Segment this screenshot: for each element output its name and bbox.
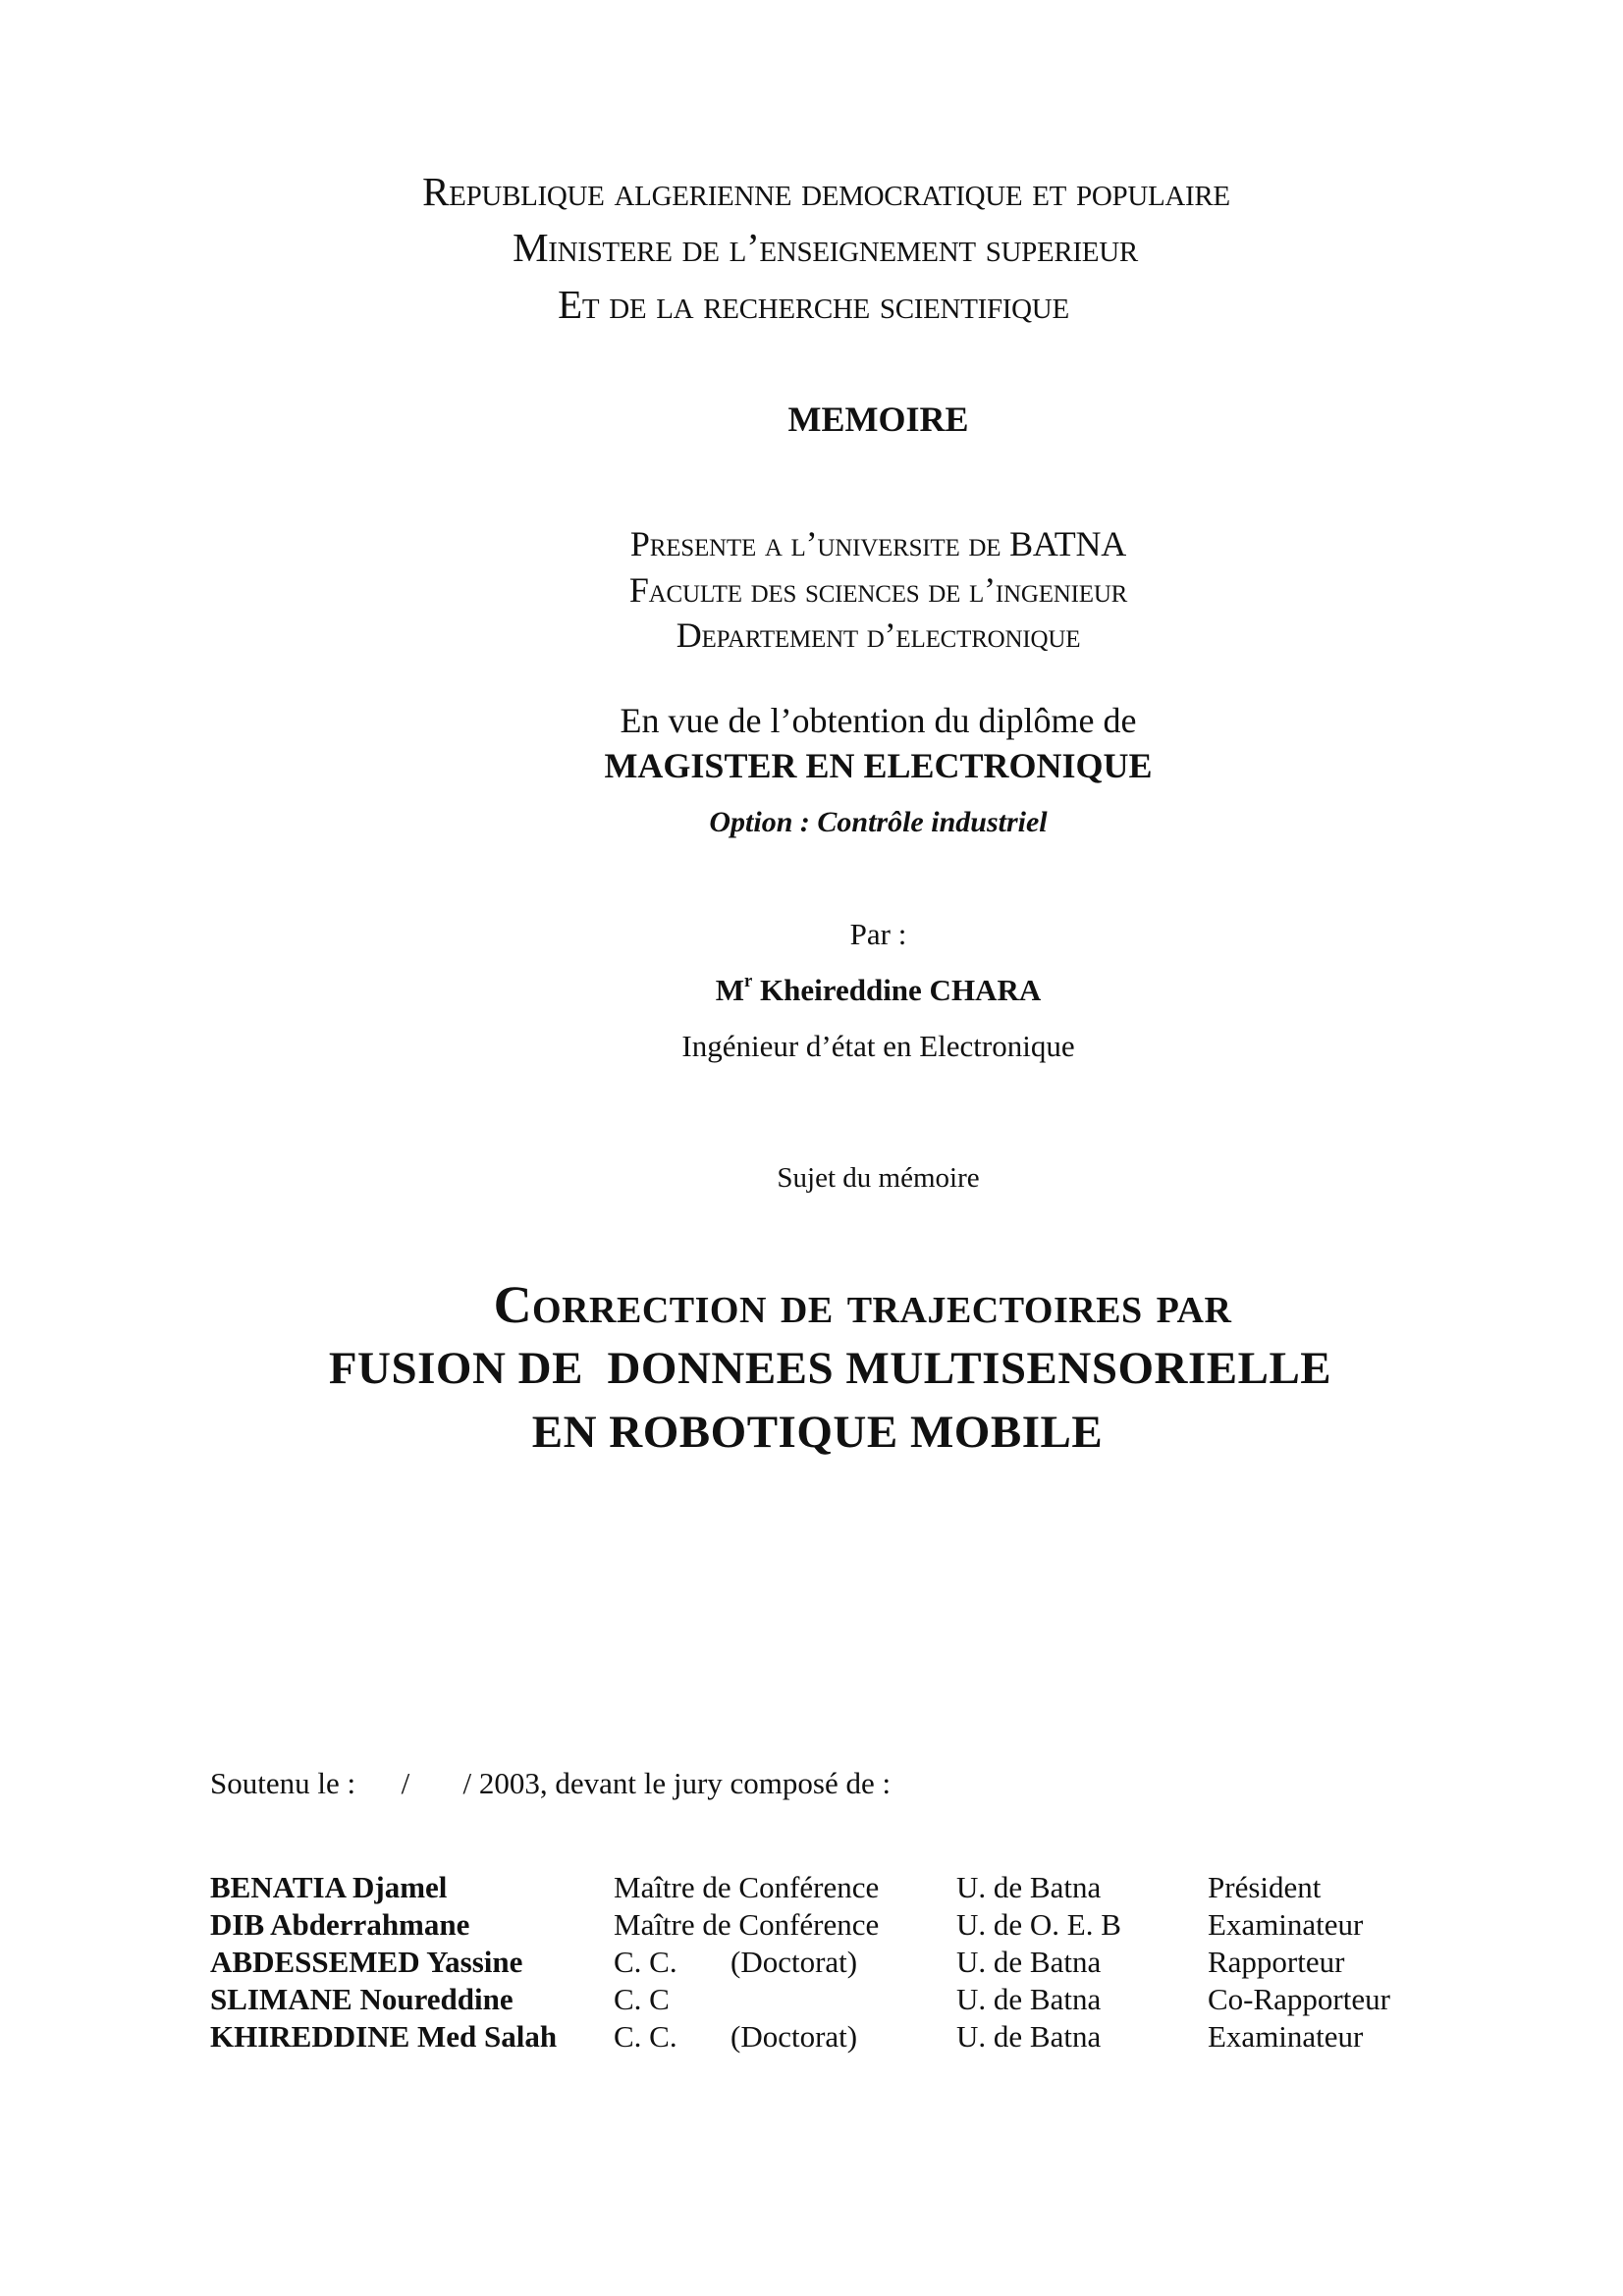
jury-name: SLIMANE Noureddine	[210, 1982, 514, 2016]
author-name: Kheireddine CHARA	[752, 973, 1042, 1007]
institution-university: Presente a l’universite de BATNA	[629, 524, 1127, 563]
diploma-name: MAGISTER EN ELECTRONIQUE	[604, 746, 1153, 785]
header-research: Et de la recherche scientifique	[558, 282, 1069, 327]
jury-role: Examinateur	[1208, 1907, 1364, 1942]
jury-doctorate: (Doctorat)	[730, 1945, 858, 1979]
jury-grade: C. C.	[614, 1945, 677, 1979]
jury-university: U. de Batna	[956, 1870, 1102, 1904]
jury-role: Rapporteur	[1208, 1945, 1345, 1979]
header-ministry: Ministere de l’enseignement superieur	[513, 225, 1138, 270]
author-name-line	[67, 971, 1623, 1007]
subject-label: Sujet du mémoire	[777, 1162, 980, 1194]
doc-type: MEMOIRE	[787, 400, 969, 439]
jury-grade: Maître de Conférence	[614, 1870, 880, 1904]
institution-faculty: Faculte des sciences de l’ingenieur	[628, 570, 1128, 610]
institution-department: Departement d’electronique	[676, 615, 1081, 655]
header-republic: Republique algerienne democratique et populaire	[422, 169, 1230, 214]
jury-university: U. de Batna	[956, 1945, 1102, 1979]
jury-role: Président	[1208, 1870, 1322, 1904]
jury-name: DIB Abderrahmane	[210, 1907, 470, 1942]
diploma-intro: En vue de l’obtention du diplôme de	[620, 701, 1137, 740]
jury-university: U. de O. E. B	[956, 1907, 1121, 1942]
jury-grade: C. C	[614, 1982, 670, 2016]
defense-text: Soutenu le : / / 2003, devant le jury composé de :	[210, 1766, 892, 1800]
jury-doctorate: (Doctorat)	[730, 2019, 858, 2054]
jury-name: ABDESSEMED Yassine	[210, 1945, 523, 1979]
jury-role: Examinateur	[1208, 2019, 1364, 2054]
jury-grade: C. C.	[614, 2019, 677, 2054]
author-title: M	[715, 973, 745, 1007]
author-by: Par :	[849, 917, 907, 951]
jury-grade: Maître de Conférence	[614, 1907, 880, 1942]
author-qualification: Ingénieur d’état en Electronique	[681, 1029, 1075, 1063]
jury-role: Co-Rapporteur	[1208, 1982, 1390, 2016]
author-title-sup: r	[744, 971, 753, 992]
diploma-option: Option : Contrôle industriel	[709, 806, 1048, 838]
subject-title-line2: FUSION DE DONNEES MULTISENSORIELLE	[328, 1343, 1332, 1394]
subject-title-line3: EN ROBOTIQUE MOBILE	[531, 1407, 1104, 1458]
jury-name: KHIREDDINE Med Salah	[210, 2019, 558, 2054]
subject-title-line1: Correction de trajectoires par	[493, 1275, 1232, 1334]
jury-university: U. de Batna	[956, 1982, 1102, 2016]
jury-university: U. de Batna	[956, 2019, 1102, 2054]
jury-name: BENATIA Djamel	[210, 1870, 448, 1904]
